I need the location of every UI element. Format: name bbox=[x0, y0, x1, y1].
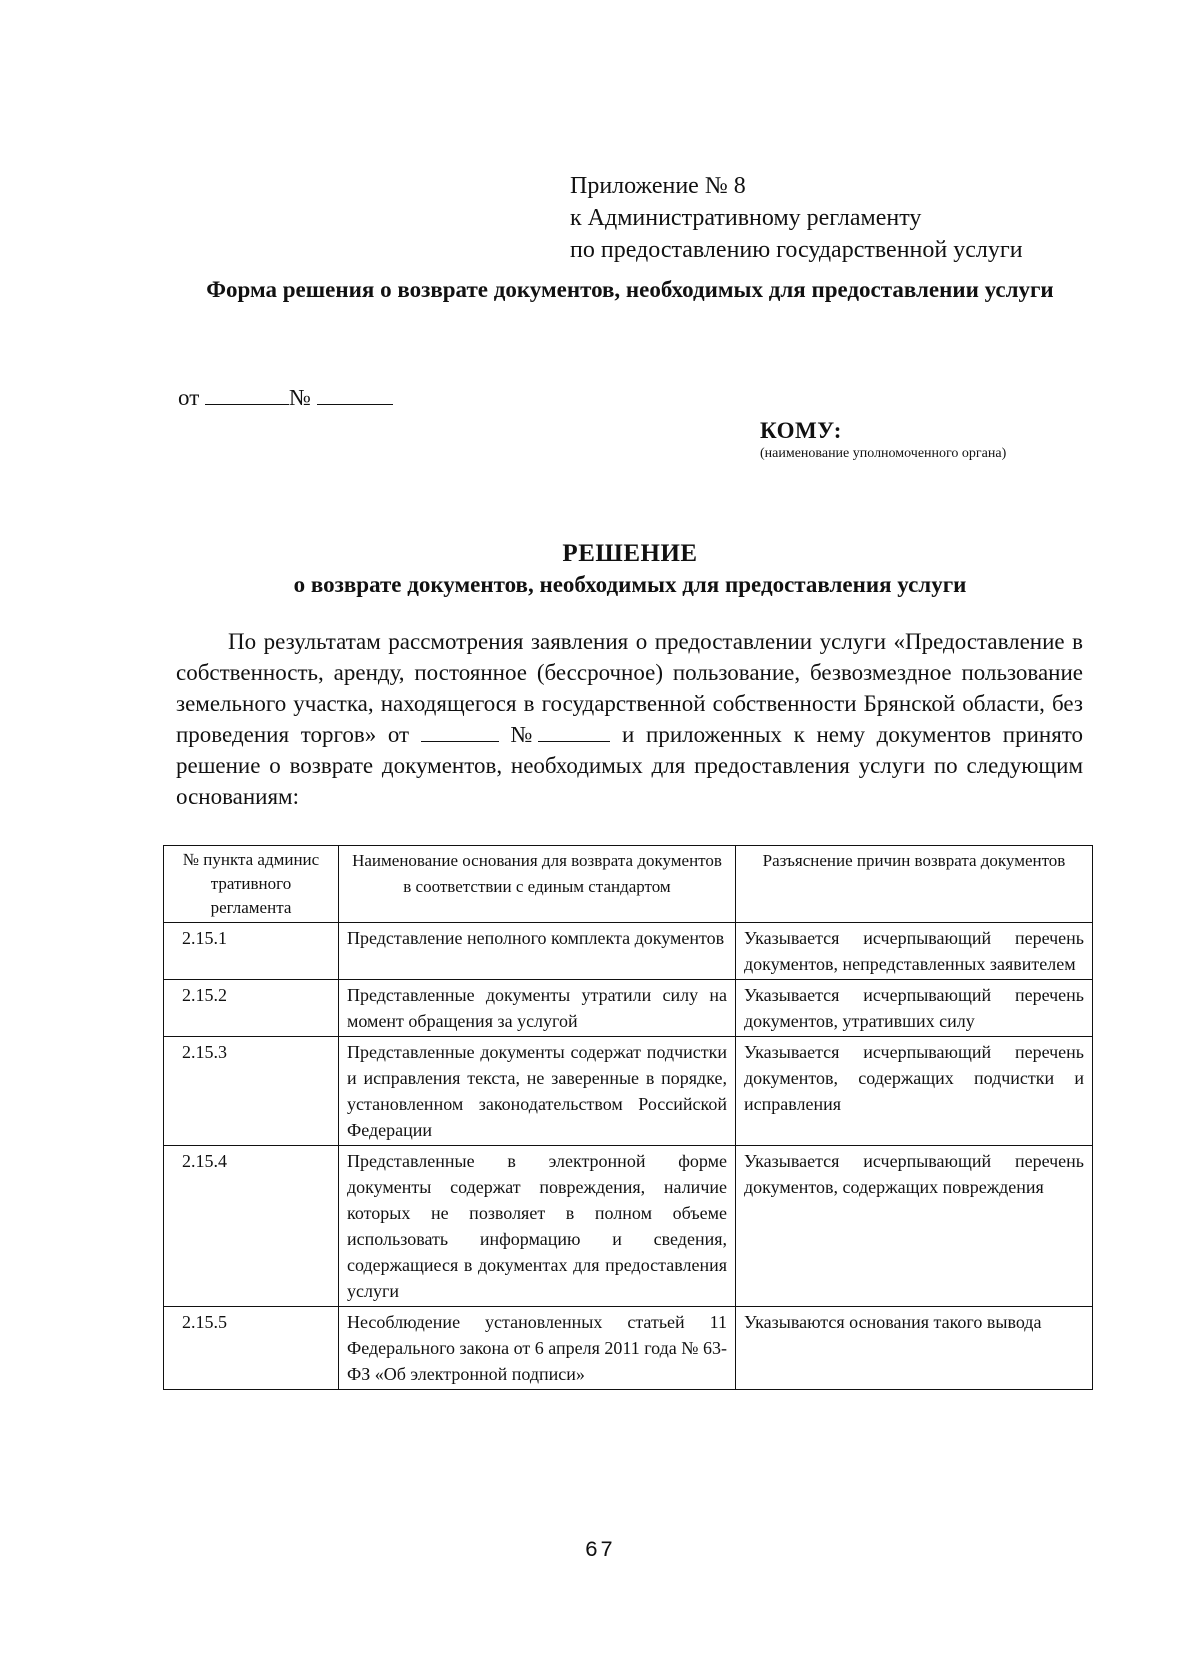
row-point: 2.15.3 bbox=[164, 1037, 339, 1146]
table-row bbox=[164, 1037, 1093, 1146]
recipient-label: КОМУ: bbox=[760, 418, 842, 443]
table-row bbox=[164, 1146, 1093, 1307]
row-ground: Несоблюдение установленных статьей 11 Федерального закона от 6 апреля 2011 года № 63-ФЗ «Об электронной подписи» bbox=[339, 1307, 736, 1390]
page-number: 67 bbox=[584, 1538, 616, 1563]
body-text-part2: и приложенных к нему документов принято решение о возврате документов, необходимых для предоставления услуги по следующим основаниям: bbox=[176, 722, 1084, 809]
header-explanation: Разъяснение причин возврата документов bbox=[736, 846, 1093, 923]
appendix-service: по предоставлению государственной услуги bbox=[570, 237, 1023, 263]
table-row bbox=[164, 923, 1093, 980]
number-blank bbox=[317, 382, 393, 405]
row-explanation: Указывается исчерпывающий перечень документов, содержащих подчистки и исправления bbox=[736, 1037, 1093, 1146]
appendix-number: Приложение № 8 bbox=[570, 173, 746, 199]
body-number-sign: № bbox=[510, 722, 539, 747]
date-blank bbox=[205, 382, 289, 405]
decision-title: РЕШЕНИЕ bbox=[562, 540, 698, 567]
row-explanation: Указывается исчерпывающий перечень документов, непредставленных заявителем bbox=[736, 923, 1093, 980]
return-grounds-table bbox=[163, 845, 1093, 1390]
header-ground: Наименование основания для возврата документов в соответствии с единым стандартом bbox=[339, 846, 736, 923]
row-explanation: Указывается исчерпывающий перечень документов, содержащих повреждения bbox=[736, 1146, 1093, 1307]
row-point: 2.15.4 bbox=[164, 1146, 339, 1307]
decision-subtitle: о возврате документов, необходимых для предоставления услуги bbox=[293, 572, 967, 597]
table-row bbox=[164, 1307, 1093, 1390]
application-date-blank bbox=[421, 721, 499, 742]
row-explanation: Указываются основания такого вывода bbox=[736, 1307, 1093, 1390]
table-header-row bbox=[164, 846, 1093, 923]
appendix-regulation: к Административному регламенту bbox=[570, 205, 922, 231]
date-number-line bbox=[178, 382, 393, 411]
header-point: № пункта админис тративного регламента bbox=[164, 846, 339, 923]
body-text-part1: По результатам рассмотрения заявления о предоставлении услуги «Предоставление в собственность, аренду, постоянное (бессрочное) пользование, безвозмездное пользование земельного участка, находящегося в государственной собственности Брянской области, без проведения торгов» от bbox=[176, 629, 1083, 747]
number-label: № bbox=[289, 385, 311, 410]
row-explanation: Указывается исчерпывающий перечень документов, утративших силу bbox=[736, 980, 1093, 1037]
application-number-blank bbox=[538, 721, 610, 742]
row-ground: Представленные в электронной форме документы содержат повреждения, наличие которых не позволяет в полном объеме использовать информацию и сведения, содержащиеся в документах для предоставления услуги bbox=[339, 1146, 736, 1307]
row-point: 2.15.1 bbox=[164, 923, 339, 980]
date-label: от bbox=[178, 385, 200, 410]
table-row bbox=[164, 980, 1093, 1037]
row-ground: Представленные документы утратили силу на момент обращения за услугой bbox=[339, 980, 736, 1037]
row-point: 2.15.2 bbox=[164, 980, 339, 1037]
recipient-note: (наименование уполномоченного органа) bbox=[760, 446, 1007, 461]
row-ground: Представление неполного комплекта документов bbox=[339, 923, 736, 980]
appendix-header bbox=[570, 170, 1023, 266]
row-ground: Представленные документы содержат подчистки и исправления текста, не заверенные в порядке, установленном законодательством Российской Федерации bbox=[339, 1037, 736, 1146]
recipient-block bbox=[760, 418, 1006, 462]
form-title: Форма решения о возврате документов, необходимых для предоставлении услуги bbox=[206, 277, 1054, 302]
decision-body bbox=[176, 626, 1083, 812]
row-point: 2.15.5 bbox=[164, 1307, 339, 1390]
